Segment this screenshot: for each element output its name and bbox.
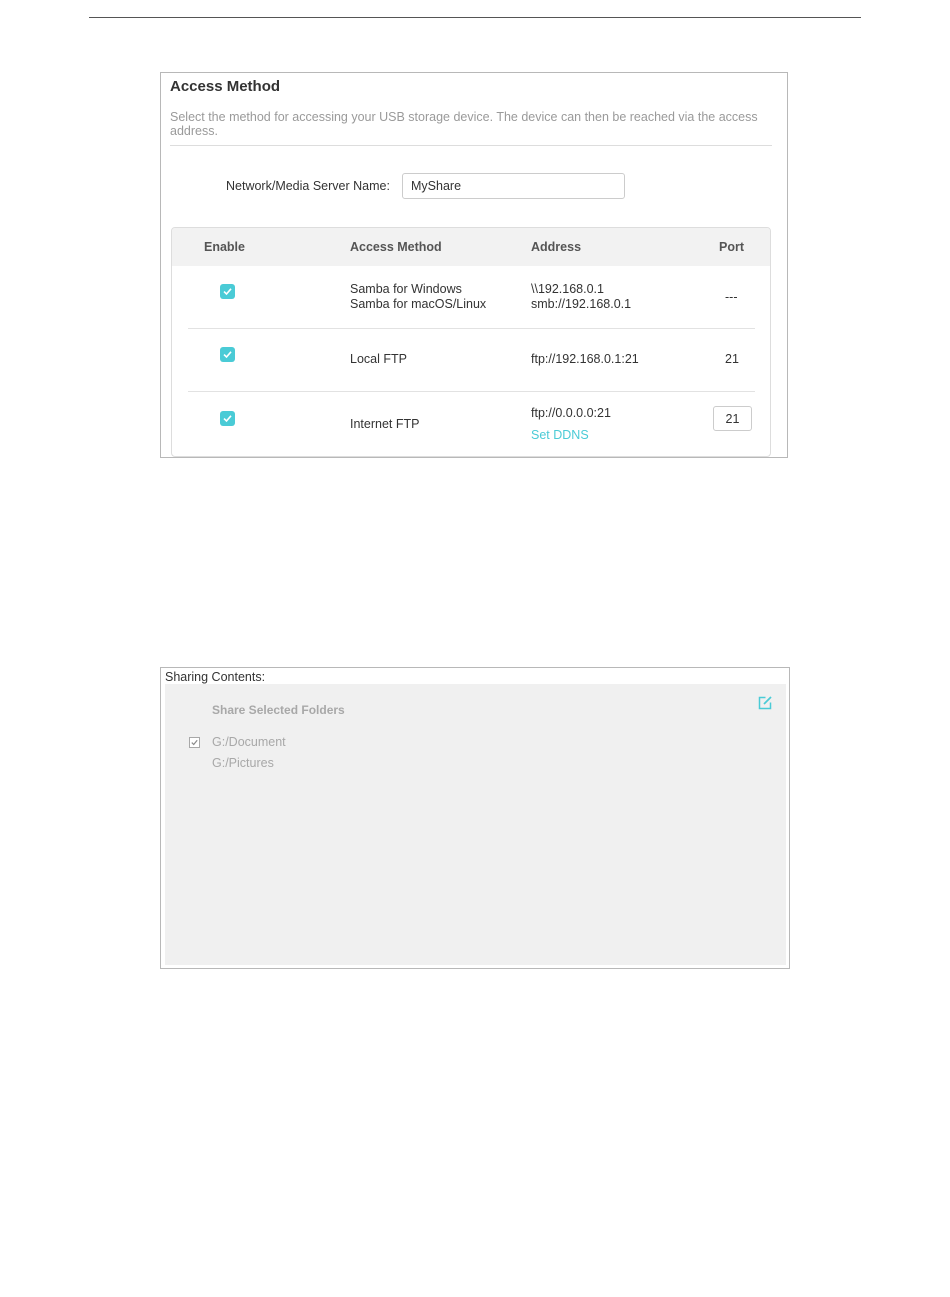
address-samba-windows: \\192.168.0.1	[531, 282, 604, 296]
check-icon	[191, 739, 198, 746]
share-selected-folders-heading: Share Selected Folders	[212, 703, 345, 717]
folder-checkbox-document[interactable]	[189, 737, 200, 748]
panel-divider	[170, 145, 772, 146]
address-samba-smb: smb://192.168.0.1	[531, 297, 632, 311]
check-icon	[223, 350, 232, 359]
server-name-input[interactable]	[402, 173, 625, 199]
method-local-ftp: Local FTP	[350, 352, 407, 366]
row-divider	[188, 391, 755, 392]
header-port: Port	[719, 240, 744, 254]
row-divider	[188, 328, 755, 329]
method-internet-ftp: Internet FTP	[350, 417, 420, 431]
server-name-label: Network/Media Server Name:	[226, 179, 390, 193]
header-enable: Enable	[204, 240, 245, 254]
enable-checkbox-internet-ftp[interactable]	[220, 411, 235, 426]
page-top-rule	[89, 17, 861, 18]
sharing-area	[165, 684, 786, 965]
edit-icon[interactable]	[757, 695, 773, 711]
set-ddns-link[interactable]: Set DDNS	[531, 428, 589, 442]
header-access-method: Access Method	[350, 240, 442, 254]
access-method-table	[171, 227, 771, 457]
panel-title: Access Method	[170, 78, 281, 95]
port-samba: ---	[725, 290, 738, 304]
header-address: Address	[531, 240, 582, 254]
check-icon	[223, 287, 232, 296]
folder-document: G:/Document	[212, 735, 286, 749]
enable-checkbox-local-ftp[interactable]	[220, 347, 235, 362]
sharing-contents-panel	[160, 667, 790, 969]
method-samba-macos: Samba for macOS/Linux	[350, 297, 487, 311]
table-header	[172, 228, 770, 266]
address-local-ftp: ftp://192.168.0.1:21	[531, 352, 639, 366]
sharing-title: Sharing Contents:	[165, 670, 266, 684]
folder-pictures: G:/Pictures	[212, 756, 274, 770]
check-icon	[223, 414, 232, 423]
port-local-ftp: 21	[725, 352, 739, 366]
panel-description: Select the method for accessing your USB storage device. The device can then be reached via the access address.	[170, 110, 758, 138]
internet-ftp-port-input[interactable]	[713, 406, 752, 431]
address-internet-ftp: ftp://0.0.0.0:21	[531, 406, 611, 420]
method-samba-windows: Samba for Windows	[350, 282, 462, 296]
access-method-panel	[160, 72, 788, 458]
enable-checkbox-samba[interactable]	[220, 284, 235, 299]
